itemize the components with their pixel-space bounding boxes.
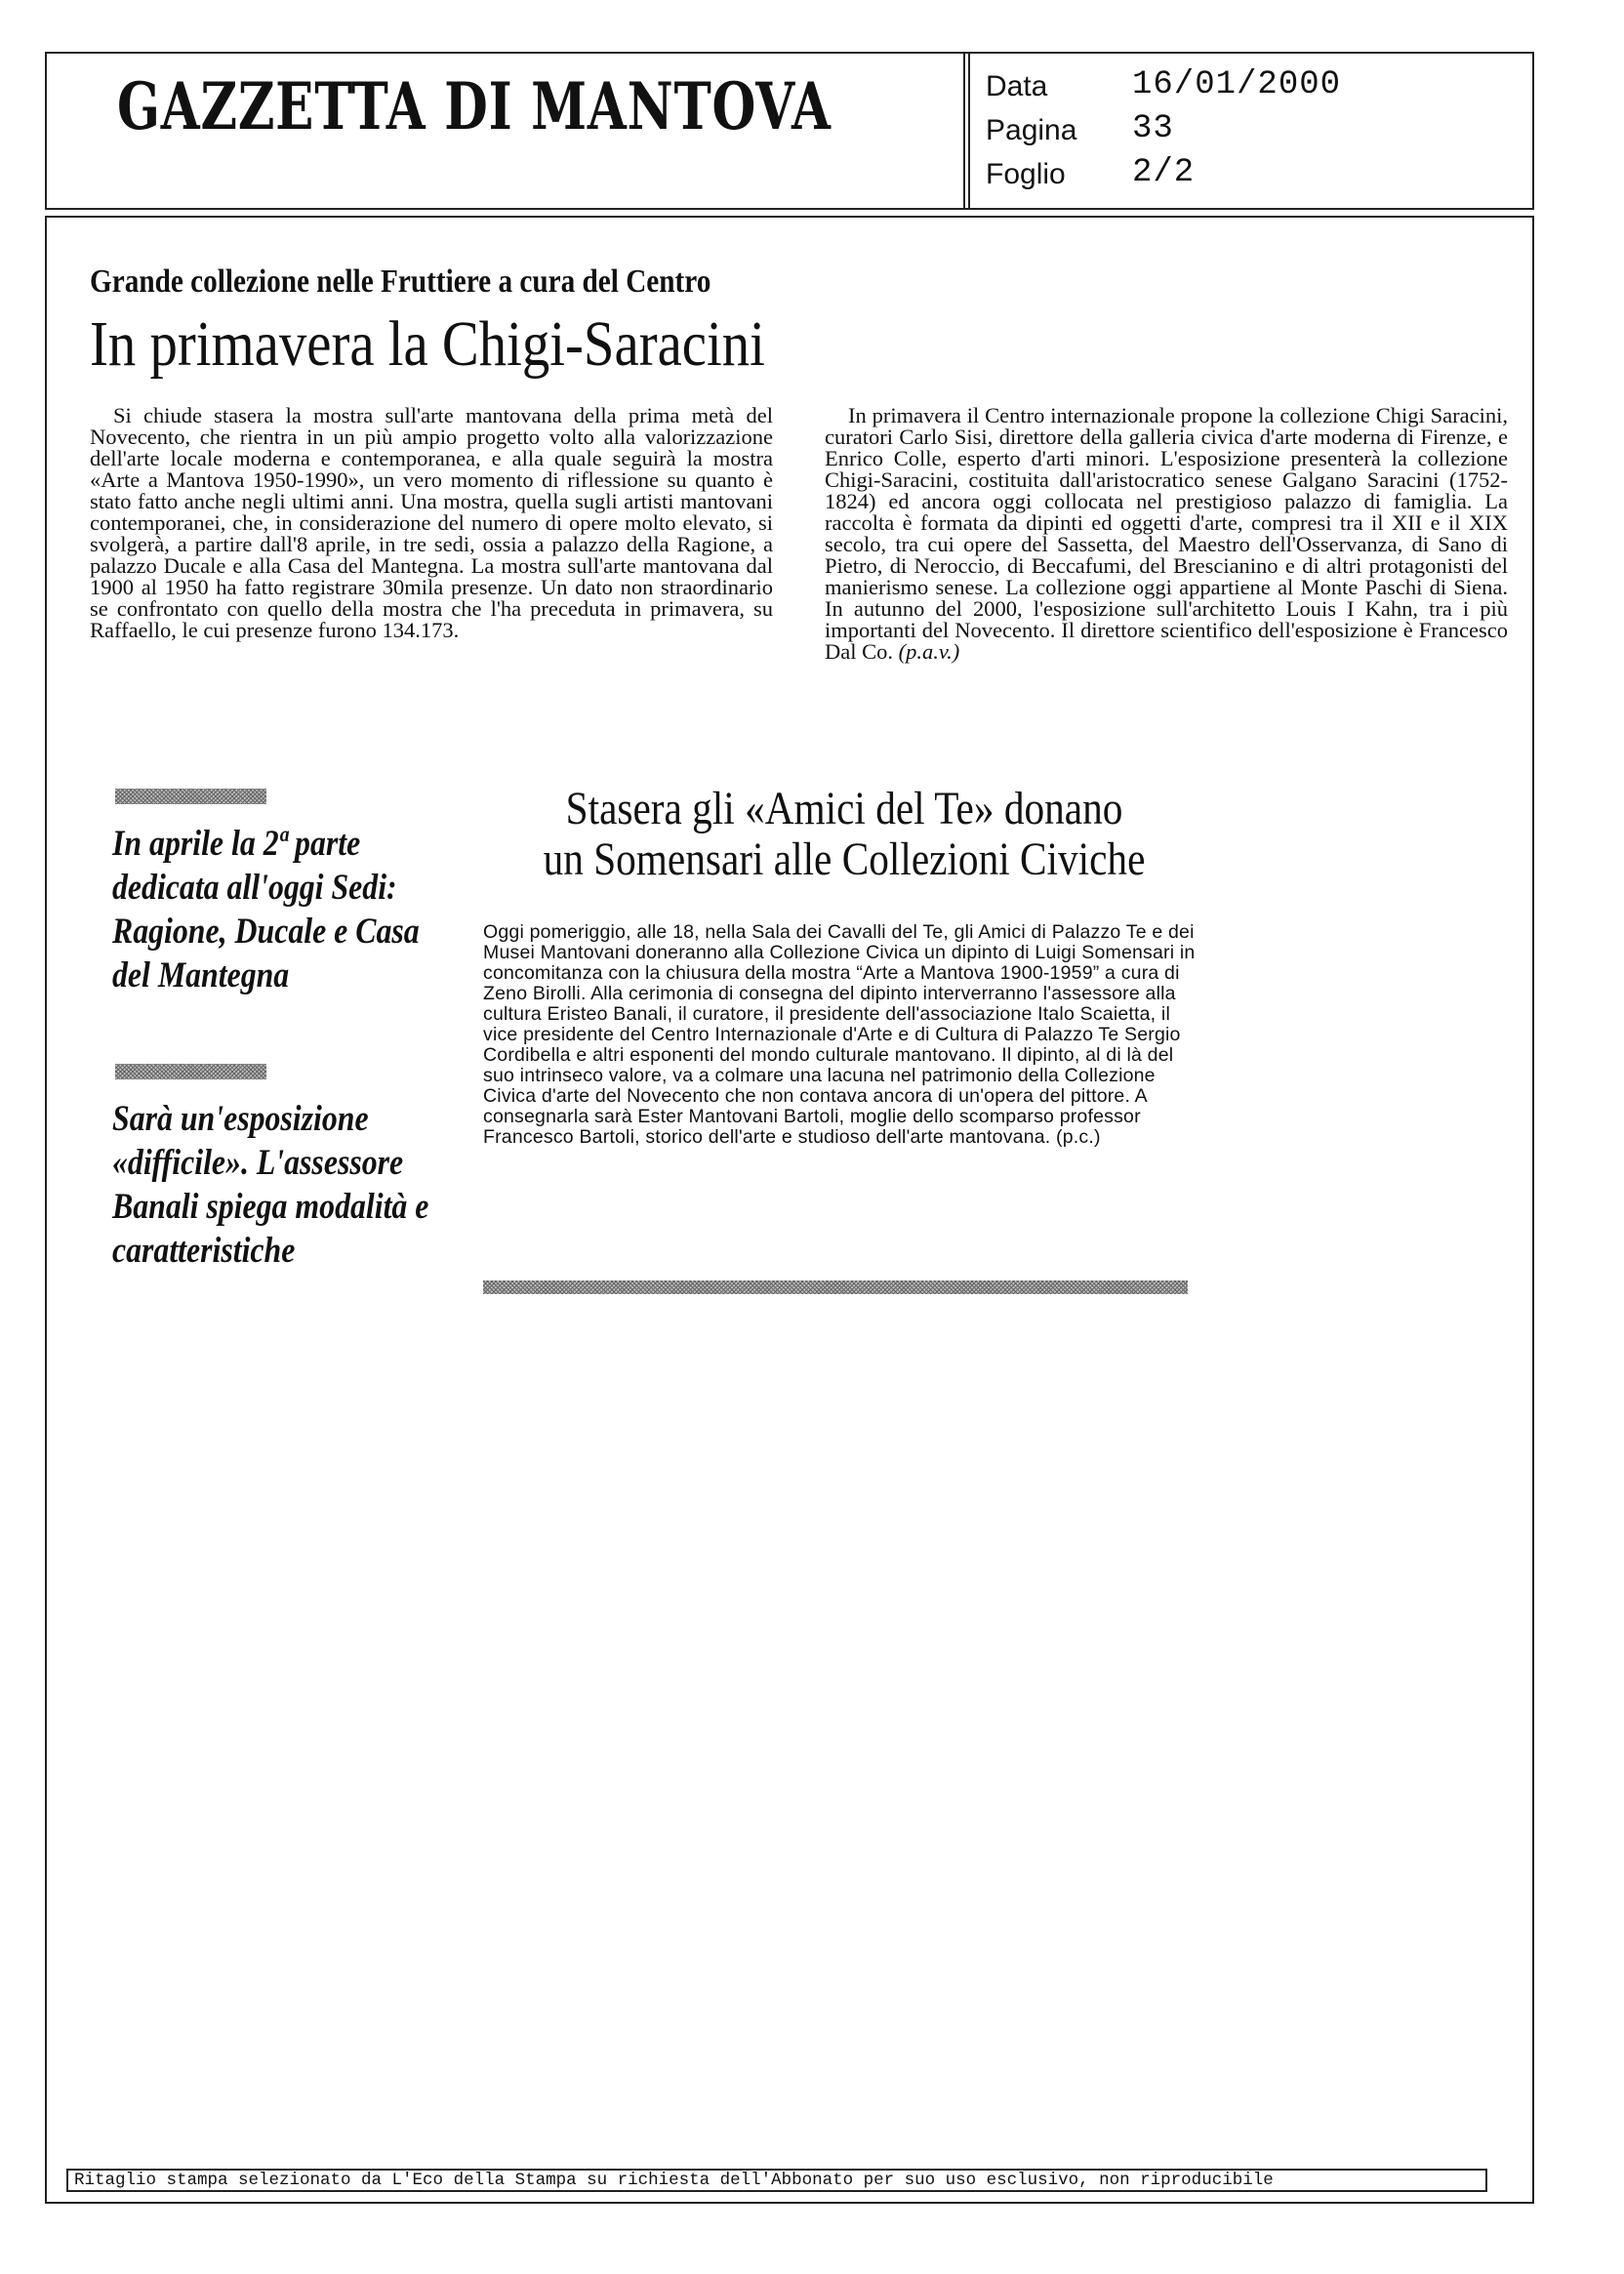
article-kicker: Grande collezione nelle Fruttiere a cura del Centro [90, 264, 711, 300]
sheet-value: 2/2 [1132, 154, 1196, 191]
article2-headline-line: Stasera gli «Amici del Te» donano [565, 783, 1123, 834]
article-column-right [825, 405, 1508, 663]
newspaper-masthead: GAZZETTA DI MANTOVA [117, 68, 832, 144]
article2-headline-line: un Somensari alle Collezioni Civiche [543, 833, 1146, 885]
article2-headline [534, 784, 1155, 885]
date-value: 16/01/2000 [1132, 66, 1342, 103]
article2-body: Oggi pomeriggio, alle 18, nella Sala dei Cavalli del Te, gli Amici di Palazzo Te e dei Musei Mantovani doneranno alla Collezione Civica un dipinto di Luigi Somensari in concomitanza con la chiusura della mostra “Arte a Mantova 1900-1959” a cura di Zeno Birolli. Alla cerimonia di consegna del dipinto interverranno l'assessore alla cultura Eristeo Banali, il curatore, il presidente dell'associazione Italo Scaietta, il vice presidente del Centro Internazionale d'Arte e di Cultura di Palazzo Te Sergio Cordibella e altri esponenti del mondo culturale mantovano. Il dipinto, al di là del suo intrinseco valore, va a colmare una lacuna nel patrimonio della Collezione Civica d'arte del Novecento che non contava ancora di un'opera del pittore. A consegnarla sarà Ester Mantovani Bartoli, moglie dello scomparso professor Francesco Bartoli, storico dell'arte e studioso dell'arte mantovana. (p.c.) [483, 921, 1196, 1148]
header-divider [968, 52, 970, 210]
sheet-label: Foglio [986, 158, 1066, 190]
article-column-right-text: In primavera il Centro internazionale propone la collezione Chigi Saracini, curatori Carlo Sisi, direttore della galleria civica d'arte moderna di Firenze, e Enrico Colle, esperto d'arti minori. L'esposizione presenterà la collezione Chigi-Saracini, costituita dall'aristocratico senese Galgano Saracini (1752-1824) ed ancora oggi collocata nel prestigioso palazzo di famiglia. La raccolta è formata da dipinti ed oggetti d'arte, compresi tra il XII e il XIX secolo, tra cui opere del Sassetta, del Maestro dell'Osservanza, di Sano di Pietro, di Neroccio, di Beccafumi, del Brescianino e di altri protagonisti del manierismo senese. La collezione oggi appartiene al Monte Paschi di Siena. In autunno del 2000, l'esposizione sull'architetto Louis I Kahn, tra i più importanti del Novecento. Il direttore scientifico dell'esposizione è Francesco Dal Co. [825, 403, 1508, 664]
shaded-rule [115, 1064, 266, 1079]
header-divider [963, 52, 965, 210]
author-signature: (p.a.v.) [898, 639, 960, 664]
page-value: 33 [1132, 110, 1174, 147]
shaded-rule [115, 789, 266, 804]
sidebar-subhead: In aprile la 2ª parte dedicata all'oggi Sedi: Ragione, Ducale e Casa del Mantegna [112, 824, 420, 995]
page-label: Pagina [986, 114, 1077, 146]
article-column-left: Si chiude stasera la mostra sull'arte mantovana della prima metà del Novecento, che rientra in un più ampio progetto volto alla valorizzazione dell'arte locale moderna e contemporanea, e alla quale seguirà la mostra «Arte a Mantova 1950-1990», un vero momento di riflessione su quanto è stato fatto anche negli ultimi anni. Una mostra, quella sugli artisti mantovani contemporanei, che, in considerazione del numero di opere molto elevato, si svolgerà, a partire dall'8 aprile, in tre sedi, ossia a palazzo della Ragione, a palazzo Ducale e alla Casa del Mantegna. La mostra sull'arte mantovana dal 1900 al 1950 ha fatto registrare 30mila presenze. Un dato non straordinario se confrontato con quello della mostra che l'ha preceduta in primavera, su Raffaello, le cui presenze furono 134.173. [90, 403, 773, 642]
date-label: Data [986, 70, 1048, 102]
article-headline: In primavera la Chigi-Saracini [90, 308, 765, 380]
shaded-rule [483, 1280, 1188, 1294]
sidebar-subhead: Sarà un'esposizione «difficile». L'assessore Banali spiega modalità e caratteristiche [112, 1099, 429, 1271]
clipping-caption: Ritaglio stampa selezionato da L'Eco della Stampa su richiesta dell'Abbonato per suo uso esclusivo, non riproducibile [66, 2169, 1487, 2192]
